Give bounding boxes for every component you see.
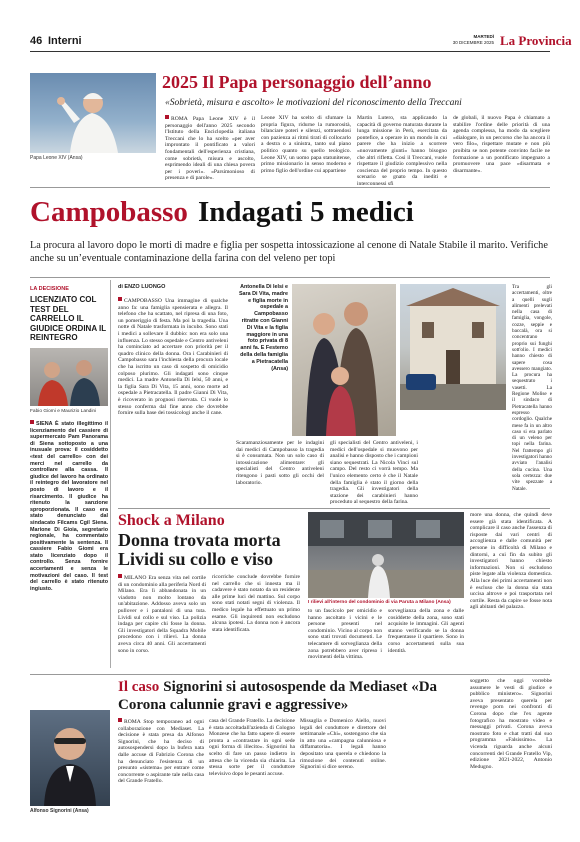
bullet-icon (118, 574, 122, 578)
section-rule-3 (118, 508, 550, 509)
section-rule-1 (30, 187, 550, 188)
section-rule-4 (30, 674, 550, 675)
shock-headline: Donna trovata morta Lividi su collo e viso (118, 530, 281, 569)
side-box (30, 280, 111, 668)
pope-headline (162, 72, 552, 93)
shock-col-5: more una donna, che quindi deve essere già stata identificata. A complicare il caso anche l'assenza di risposte dai vari centri di accoglienza e dalle comunità per persone in difficoltà di Milano e dintorni, a cui fin da subito gli investigatori hanno chiesto informazioni. Non si escludono piste legate alla violenza domestica. Alla luce dei primi accertamenti non è escluso che la donna sia stata uccisa altrove e poi trasportata nel cortile. Resta da capire se fosse nota agli abitanti del palazzo. (470, 512, 552, 611)
pope-year: 2025 (162, 72, 198, 92)
man-portrait-icon (30, 710, 110, 806)
mediaset-col-3b (391, 718, 465, 816)
main-col-4b (424, 414, 508, 501)
page-number: 46 (30, 35, 43, 47)
people-icon (30, 348, 108, 406)
shock-photo-caption: I rilievi all'interno del condominio di via Paruta a Milano (Ansa) (308, 600, 451, 605)
side-text: SIENA È stato illegittimo il licenziamento del cassiere di supermercato Pam Panorama di Siena sottoposto a una inusuale prova: il cosiddetto «test del carrello» con dei merci nel carrello da controllare alla cassa. Il giudice del lavoro ha ordinato il reintegro del lavoratore nel posto di lavoro e il risarcimento. Il giudice ha ritenuto la sanzione sproporzionata. Il caso era stato denunciato dal sindacato Filcams Cgil Siena. Marione Di Gioia, segretario regionale, ha commentato positivamente la sentenza. Il cassiere Fabio Giomi era stato licenziato dopo il controllo. Senza fornire accertamenti e senza le motivazioni del caso. Il test del carrello è stato ritenuto ingiusto. (30, 421, 108, 592)
shock-col-4: sorveglianza della zona e dalle cosiddette della zona, sono stati acquisite le immagini. Gli agenti stanno verificando se la donna frequentasse il quartiere. Sono in corso accertamenti sulla sua identità. (388, 608, 464, 654)
section-name: Interni (48, 35, 82, 47)
bullet-icon (118, 297, 122, 301)
pope-figure-icon (30, 73, 156, 153)
shock-col-3: to un fascicolo per omicidio e hanno ascoltato i vicini e le persone presenti nel condominio. Vicino al corpo non sono stati trovati documenti. Le telecamere di sorveglianza della zona potrebbero aver ripreso i movimenti della vittima. (308, 608, 382, 661)
main-col-4: Tra gli accertamenti, oltre a quelli sugli alimenti prelevati nella casa di famiglia, vongole, cozze, seppie e baccalà, ora si concentrano proprio sui funghi sott'olio. I medici hanno chiesto di sapere cosa avessero mangiato. La procura ha sequestrato i vasetti. La Regione Molise e il sindaco di Pietracatella hanno espresso cordoglio. Qualche mese fa in un altro caso si era parlato di un veleno per topi nella farina. Nel frattempo gli investigatori hanno avviato l'analisi della cucina. Una sola certezza: due vite spezzate a Natale. (512, 284, 552, 492)
pope-subtitle: «Sobrietà, misura e ascolto» le motivazioni del riconoscimento della Treccani (165, 98, 462, 108)
pope-title: Il Papa personaggio dell’anno (202, 72, 432, 92)
side-photo-caption: Fabio Giomi e Maurizio Landini (30, 409, 97, 414)
main-summary: La procura al lavoro dopo le morti di madre e figlia per sospetta intossicazione al cenone di Natale Stabile il marito. Verifiche anche su un’eventuale contaminazione della farina con del veleno per topi (30, 240, 548, 264)
main-photo1-caption: Antonella Di Ielsi e Sara Di Vita, madre e figlia morte in ospedale a Campobasso ritratte con Gianni Di Vita e la figlia maggiore in una foto privata di 8 anni fa. E Festemo della della famiglia a Pietracatella (Ansa) (238, 284, 288, 372)
shock-kicker: Shock a Milano (118, 512, 225, 529)
pope-col-3: Martin Lutero, sta applicando la capacità di governo maturata durante la lunga missione in Perù, esercitata da pontefice, a operare in un mondo in cui parere che ha inizio a scorrere «nuovamente giunti» hanno bisogno che altri rifletta. Così il Treccani, vuole rispettare il giudizio complessivo nella coscienza del proprio tempo. In questo scenario se gnato da inediti e interconnessi sfi (357, 115, 447, 187)
bullet-icon (118, 718, 122, 722)
main-byline: di ENZO LUONGO (118, 284, 166, 290)
shock-photo (308, 512, 464, 598)
pope-photo-caption: Papa Leone XIV (Ansa) (30, 155, 83, 161)
mediaset-col-3: Missaglia e Domenico Aiello, nuovi legali del conduttore e direttore del settimanale «Chi», sostengono che sia in atto una «campagna calunniosa e diffamatoria». I legali hanno depositato una querela e chiedono la rimozione dei contenuti online. Signorini si dice sereno. (300, 718, 386, 771)
signorini-photo (30, 710, 110, 806)
main-title: Indagati 5 medici (197, 196, 414, 228)
house-icon (400, 284, 506, 410)
main-headline (30, 196, 550, 229)
mediaset-kicker: Il caso (118, 679, 160, 695)
shock-col-2: ricorriche conclude dovrebbe fornire nel carrello che si innesta ma il cadavere è stato notato da un residente alle prime luci del mattino. Sul corpo sono stati notati segni di violenza. Il medico legale ha effettuato un primo esame. Gli inquirenti non escludono alcuna ipotesi. La donna non è ancora stata identificata. (212, 574, 300, 633)
mediaset-col-1: ROMA Stop temporaneo ad ogni collaborazione con Mediaset. La decisione è stata presa da Alfonso Signorini, che ha deciso di autosospendersi dopo la bufera nata dalle accuse di Fabrizio Corona che ha denunciato l'esistenza di un presunto «sistema» per entrare come concorrente o aspirante tale nella casa del Grande Fratello. (118, 719, 204, 785)
main-kicker: Campobasso (30, 196, 188, 228)
header-rule (30, 51, 550, 52)
main-photo-family (292, 284, 396, 436)
shock-col-1: MILANO Era senza vita nel cortile di un condominio alla periferia Nord di Milano. Era lì abbandonata in un viadotto non molto lontano da un'abitazione. Addosso aveva solo un pullover e i pantaloni di una tuta. Lividi sul collo e sul viso. La polizia indaga per capire chi fosse la donna. Gli investigatori della Squadra Mobile procedono con i rilievi. La donna aveva circa 40 anni. Gli accertamenti sono in corso. (118, 575, 206, 654)
mediaset-col-2: casa del Grande Fratello. La decisione è stata accoltadall'azienda di Cologno Monzese che ha fatto sapere di essere pronta a «contrastare in ogni sede ogni forma di illecito». Signorini ha scelto di fare un passo indietro in attesa che la vicenda sia chiarita. La stessa sorte per il conduttore televisivo dopo le pesanti accuse. (209, 718, 295, 777)
side-headline: LICENZIATO COL TEST DEL CARRELLO IL GIUDICE ORDINA IL REINTEGRO (30, 295, 107, 342)
mediaset-col-4: soggetto che oggi vorrebbe assumere le vesti di giudice e pubblico ministero». Signorini aveva presentato querela per revenge porn nei confronti di Corona dopo che l'ex agente fotografico ha mostrato video e messaggi privati. Corona aveva mostrato foto e chat tratti dal suo programma «Falsissimo». La vicenda riguarda anche alcuni concorrenti del Grande Fratello Vip, edizione 2021-2022, Antonio Medugno. (470, 678, 552, 770)
main-col-2: Scaramanziosamente per le indagini dai medici di Campobasso la tragedia si è consumata. Non un solo caso di intossicazione alimentare: gli specialisti del Centro antiveleni ritengono i pasti sotto gli occhi del laboratorio. (236, 440, 324, 486)
mediaset-headline (118, 678, 468, 714)
pope-col-1: ROMA Papa Leone XIV è il personaggio dell'anno 2025 secondo l'Istituto della Enciclopedia italiana Treccani che lo ha scelto «per aver improntato il pontificato a valori fondamentali dell'esperienza cristiana, come sobrietà, misura e ascolto, esprimendo ideali di una chiesa povera per i poveri». «Parsimonioso di presenza e di parole». (165, 116, 255, 182)
bullet-icon (30, 420, 34, 424)
section-rule-2 (30, 277, 550, 278)
family-figures-icon (292, 284, 396, 436)
side-photo (30, 348, 108, 406)
pope-photo (30, 73, 156, 153)
bullet-icon (165, 115, 169, 119)
pope-col-4: de globali, il nuovo Papa è chiamato a stabilire l'ordine delle priorità di una agenda complessa, ha modo da scegliere «dialogare, in un percorso che ha ancora il vero filo», rispettare mutate e non più proibita se non potente convinto facile ne formazione a un pontificato impegnato a promuovere una pace «disarmata e disarmante». (453, 115, 550, 174)
signorini-photo-caption: Alfonso Signorini (Ansa) (30, 808, 89, 814)
newspaper-logo: La Provincia (500, 33, 572, 48)
crime-scene-icon (308, 512, 464, 598)
header-date: 30 DICEMBRE 2025 (452, 40, 494, 45)
main-col-1: CAMPOBASSO Una immagine di qualche anno fa: una famiglia spensierata e allegra. Il telefono che ha scattato, nel ripresa di una foto, un pomeriggio di festa. Ma poi la tragedia. Una notte di Natale trasformata in incubo. Sono stati i medici a sollevare il dubbio: non era solo una influenza. Lo stesso ospedale e Centro antiveleni ha cominciato ad accertare con priorità per il quadro clinico della donna. Ora i Carabinieri di Campobasso sara l'inchiesta della procura locale che ha iscritto un caso di sospetto di omicidio colposo plurimo. Gli indagati sono cinque medici. La madre Antonella Di Ielsi, 50 anni, e la figlia Sara Di Vita, 15 anni, sono morte ad ospedale a Pietracatella. Il padre Gianni Di Vita, è ricoverato in prognosi riservata. Ci vuole lo stesso conferma dal fine anno che dovrebbe fornire sulla base dei tossicologi anche il cane. (118, 298, 228, 417)
mediaset-title-line: Signorini si autosospende da Mediaset «Da Corona calunnie gravi e aggressive» (118, 679, 438, 713)
main-col-3: gli specialisti del Centro antiveleni, i medici dell'ospedale si muovono per analisi e hanno disposto che i campioni siano sequestrati. La Nicola Vinci sul campo. Del resto ci vorrà tempo. Ma l'unico elemento certo è che il Natale della famiglia è stato il giorno della tragedia. Gli investigatori della stazione dei carabinieri hanno proceduto al sequestro della farina. (330, 440, 418, 506)
page-header (30, 33, 572, 50)
main-photo-house (400, 284, 506, 410)
side-label: LA DECISIONE (30, 286, 69, 292)
header-weekday: MARTEDÌ (473, 34, 494, 39)
pope-col-2: Leone XIV ha scelto di sfumare la propria figura, ridurne la rumorosità, bilanciare poteri e silenzi, sottraendosi con pazienza ai ritmi tirati di collocarlo a destra o a sinistra, tanto sul piano politico quanto su quello teologico. Leone XIV, un uomo papa statunitense, primo missionario in senso moderno e primo figlio dell'ordine cui appartiene (261, 115, 351, 174)
